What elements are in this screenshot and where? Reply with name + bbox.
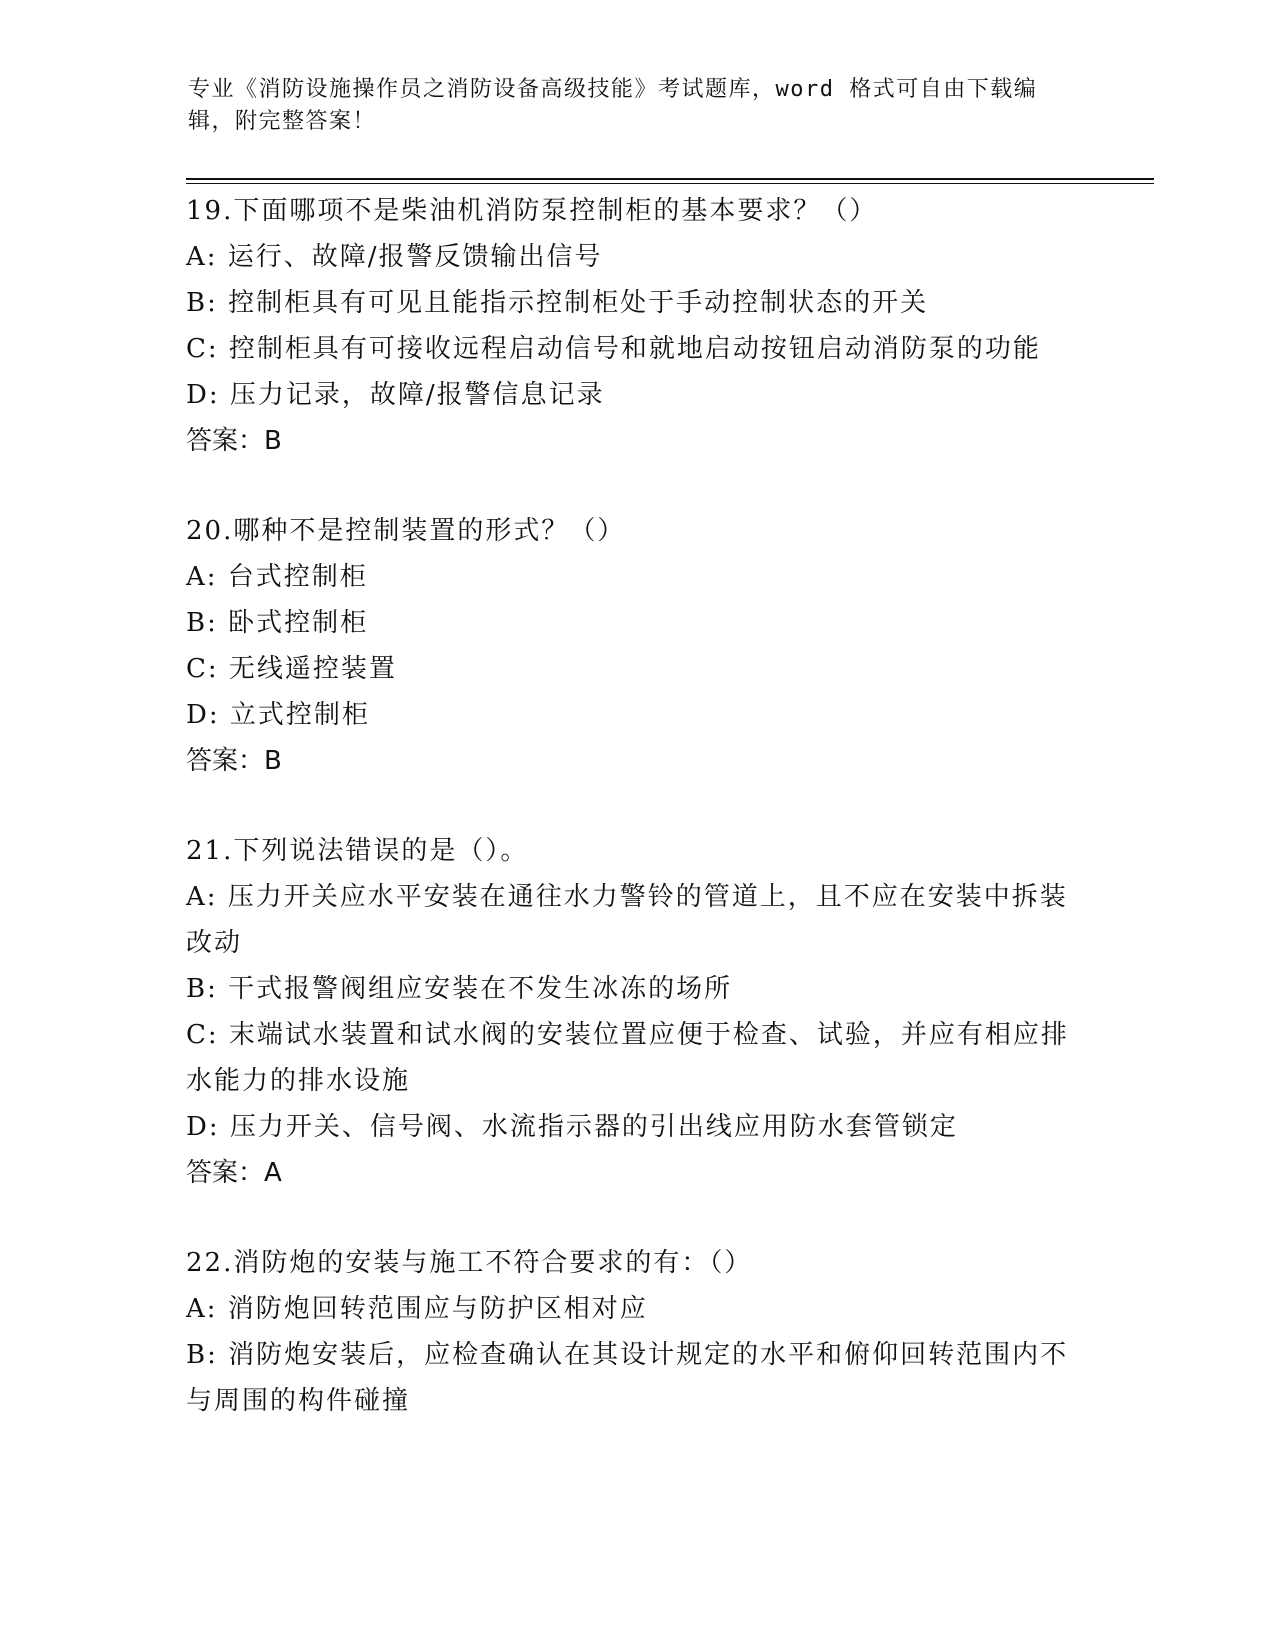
question-stem: 19.下面哪项不是柴油机消防泵控制柜的基本要求？（） <box>186 196 878 226</box>
header-divider-thin <box>186 183 1154 184</box>
option-c: C: 无线遥控装置 <box>186 654 397 684</box>
question-22 <box>186 1240 1086 1424</box>
question-stem: 20.哪种不是控制装置的形式？（） <box>186 516 626 546</box>
question-20 <box>186 508 1086 784</box>
question-stem: 22.消防炮的安装与施工不符合要求的有：（） <box>186 1248 753 1278</box>
option-a: A: 运行、故障/报警反馈输出信号 <box>186 242 603 272</box>
answer-label: 答案：A <box>186 1158 282 1188</box>
question-19 <box>186 188 1086 464</box>
option-a: A: 压力开关应水平安装在通往水力警铃的管道上，且不应在安装中拆装改动 <box>186 882 1068 958</box>
question-stem: 21.下列说法错误的是（）。 <box>186 836 529 866</box>
header-divider-thick <box>186 178 1154 180</box>
option-d: D: 压力开关、信号阀、水流指示器的引出线应用防水套管锁定 <box>186 1112 958 1142</box>
document-header: 专业《消防设施操作员之消防设备高级技能》考试题库，word 格式可自由下载编辑，附完整答案！ <box>188 77 1038 134</box>
option-d: D: 压力记录，故障/报警信息记录 <box>186 380 605 410</box>
option-b: B: 消防炮安装后，应检查确认在其设计规定的水平和俯仰回转范围内不与周围的构件碰撞 <box>186 1340 1069 1416</box>
option-c: C: 末端试水装置和试水阀的安装位置应便于检查、试验，并应有相应排水能力的排水设施 <box>186 1020 1069 1096</box>
question-list <box>186 188 1086 1468</box>
answer-label: 答案：B <box>186 746 282 776</box>
option-a: A: 台式控制柜 <box>186 562 368 592</box>
option-a: A: 消防炮回转范围应与防护区相对应 <box>186 1294 648 1324</box>
option-c: C: 控制柜具有可接收远程启动信号和就地启动按钮启动消防泵的功能 <box>186 334 1041 364</box>
option-b: B: 卧式控制柜 <box>186 608 369 638</box>
option-b: B: 干式报警阀组应安装在不发生冰冻的场所 <box>186 974 733 1004</box>
option-b: B: 控制柜具有可见且能指示控制柜处于手动控制状态的开关 <box>186 288 929 318</box>
question-21 <box>186 828 1086 1196</box>
option-d: D: 立式控制柜 <box>186 700 370 730</box>
answer-label: 答案：B <box>186 426 282 456</box>
